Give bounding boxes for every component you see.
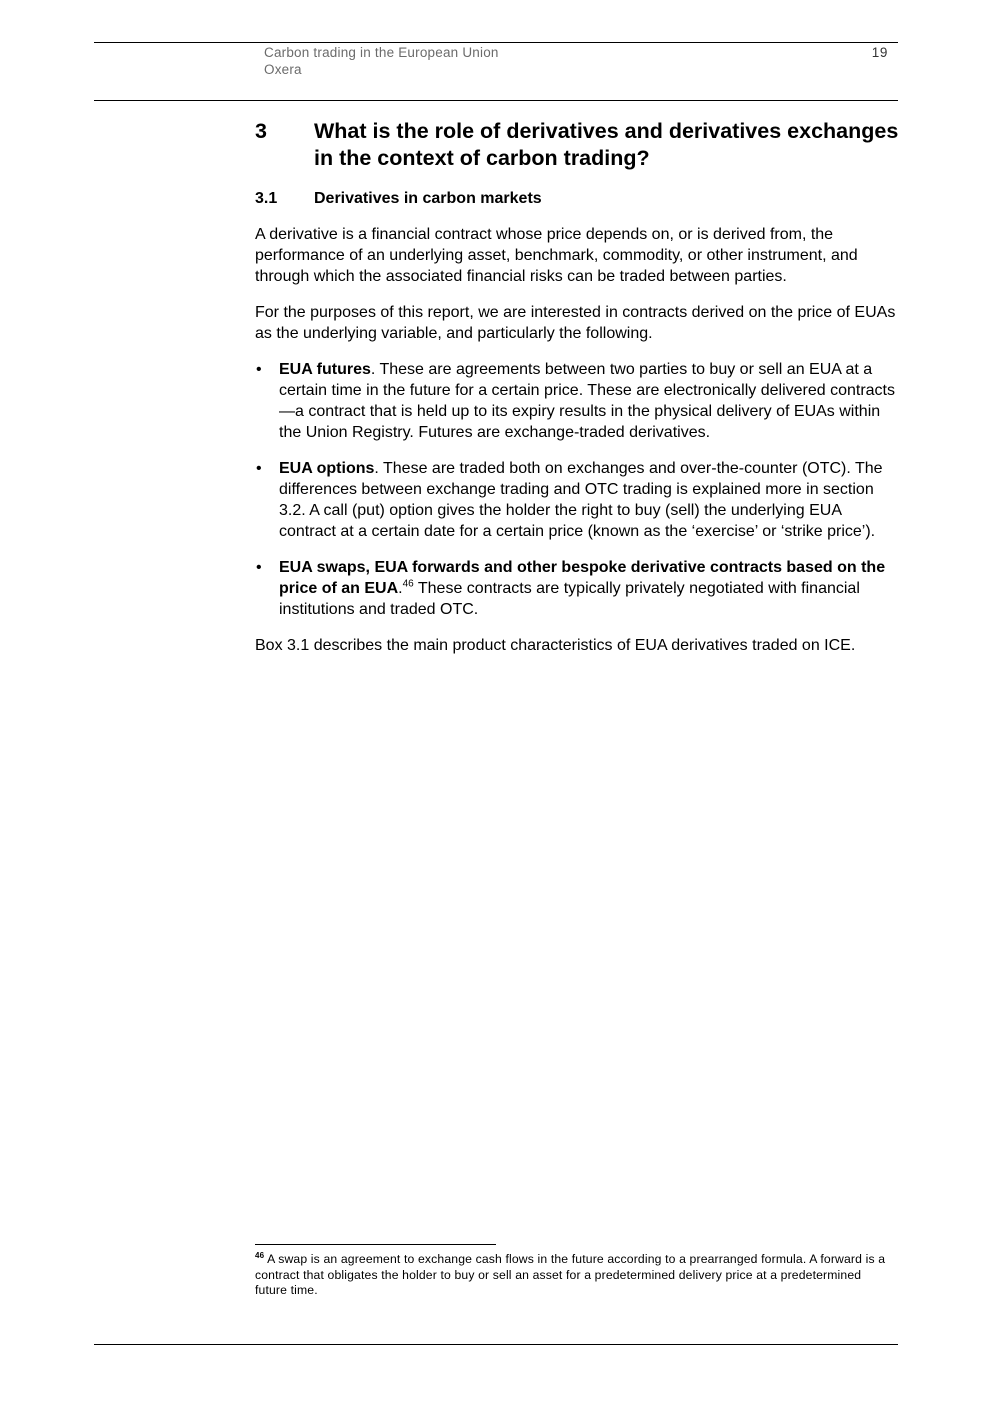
paragraph-box-reference: Box 3.1 describes the main product characteristics of EUA derivatives traded on ICE.: [255, 637, 856, 654]
header-bottom-rule: [94, 100, 898, 101]
footnote-number: 46: [255, 1250, 265, 1260]
footnote: [255, 1252, 895, 1299]
list-item-text: . These are traded both on exchanges and over-the-counter (OTC). The differences between exchange trading and OTC trading is explained more in section 3.2. A call (put) option gives the holder the right to buy (sell) the underlying EUA contract at a certain date for a certain price (known as the ‘exercise’ or ‘strike price’).: [279, 460, 883, 540]
list-item-term: EUA swaps, EUA forwards and other bespoke derivative contracts based on the price of an EUA: [279, 559, 886, 597]
section-number: 3.1: [255, 190, 278, 207]
list-item-text: These contracts are typically privately negotiated with financial institutions and traded OTC.: [279, 580, 860, 618]
footnote-reference[interactable]: 46: [402, 578, 414, 590]
list-item-punctuation: .: [398, 580, 403, 597]
derivative-types-list: [255, 359, 900, 620]
chapter-number: 3: [255, 119, 267, 143]
list-item-eua-futures: [255, 359, 900, 443]
running-header-title: Carbon trading in the European Union: [264, 45, 499, 60]
page-number: 19: [871, 45, 888, 60]
section-heading: [255, 189, 900, 209]
list-item-term: EUA options: [279, 460, 375, 477]
header-top-rule: [94, 42, 898, 43]
footer-rule: [94, 1344, 898, 1345]
bullet-marker: •: [256, 361, 262, 378]
running-header: [264, 44, 564, 78]
list-item-text: . These are agreements between two parties to buy or sell an EUA at a certain time in the future for a certain price. These are electronically delivered contracts—a contract that is held up to its expiry results in the physical delivery of EUAs within the Union Registry. Futures are exchange-traded derivatives.: [279, 361, 895, 441]
list-item-term: EUA futures: [279, 361, 371, 378]
chapter-title: What is the role of derivatives and derivatives exchanges in the context of carbon trading?: [314, 119, 899, 170]
section-title: Derivatives in carbon markets: [314, 190, 542, 207]
running-header-publisher: Oxera: [264, 62, 302, 77]
footnote-separator: [255, 1244, 496, 1245]
chapter-heading: [255, 118, 900, 172]
paragraph-derivative-definition: A derivative is a financial contract whose price depends on, or is derived from, the performance of an underlying asset, benchmark, commodity, or other instrument, and through which the associated financial risks can be traded between parties.: [255, 226, 858, 285]
list-item-eua-options: [255, 458, 900, 542]
bullet-marker: •: [256, 460, 262, 477]
paragraph-report-purpose: For the purposes of this report, we are interested in contracts derived on the price of EUAs as the underlying variable, and particularly the following.: [255, 304, 896, 342]
footnote-text: A swap is an agreement to exchange cash flows in the future according to a prearranged formula. A forward is a contract that obligates the holder to buy or sell an asset for a predetermined delivery price at a predetermined future time.: [255, 1252, 886, 1297]
list-item-eua-swaps: [255, 557, 900, 620]
main-content: [255, 118, 900, 656]
bullet-marker: •: [256, 559, 262, 576]
